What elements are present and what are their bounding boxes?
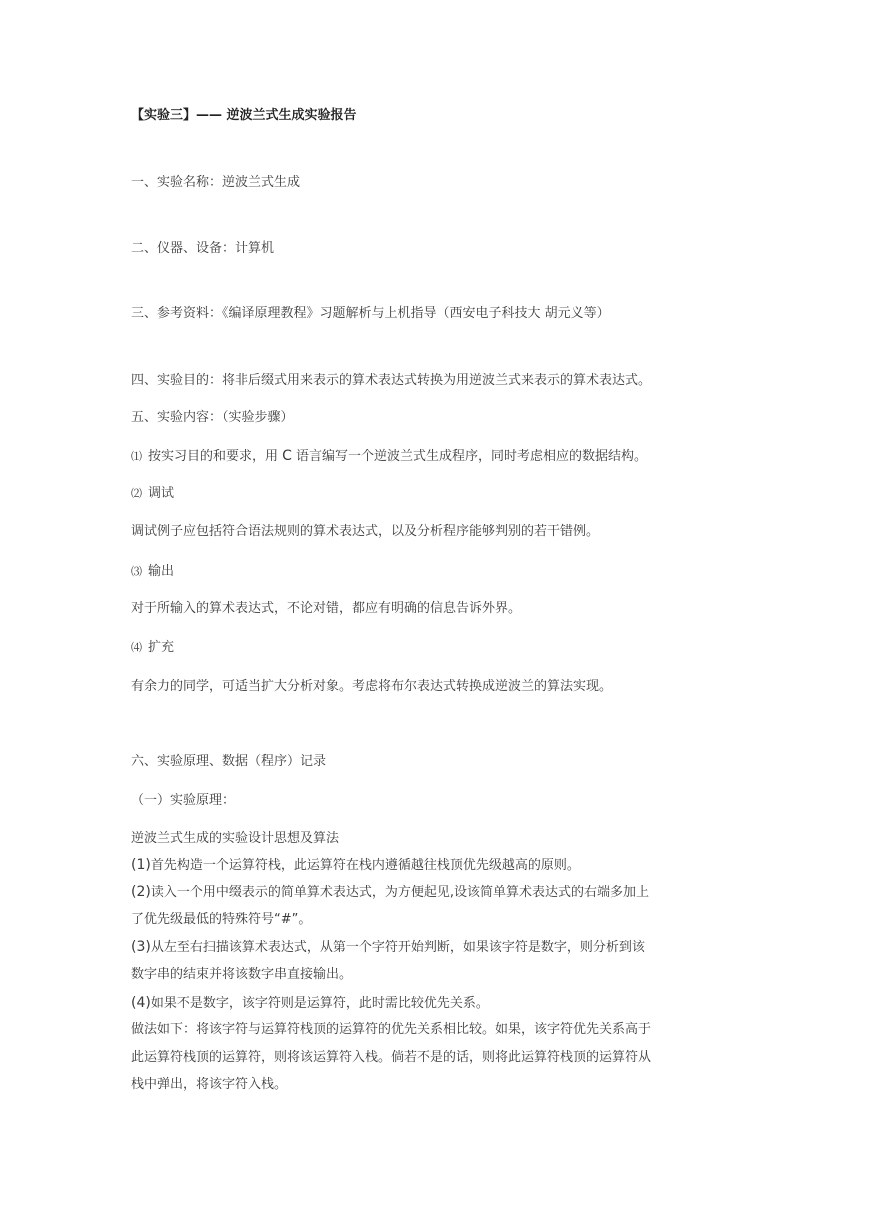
principle-item-3-cont: 数字串的结束并将该数字串直接输出。 [131,967,353,982]
item-number: (4) [131,995,151,1011]
item-number: (3) [131,939,151,955]
principle-item-2-cont: 了优先级最低的特殊符号“#”。 [131,912,312,927]
principle-method-line-1: 做法如下：将该字符与运算符栈顶的运算符的优先关系相比较。如果，该字符优先关系高于 [131,1022,652,1037]
principle-intro: 逆波兰式生成的实验设计思想及算法 [131,831,340,846]
principle-subheading: （一）实验原理： [131,793,236,808]
step-text: 扩充 [148,640,175,655]
step-text: 语言编写一个逆波兰式生成程序，同时考虑相应的数据结构。 [291,449,648,464]
principle-heading: 六、实验原理、数据（程序）记录 [131,754,327,769]
section-references: 三、参考资料：《编译原理教程》习题解析与上机指导（西安电子科技大 胡元义等） [131,306,610,321]
step-text: 输出 [148,564,175,579]
step-text: 调试 [148,486,175,501]
item-number: (1) [131,857,151,873]
step-marker: ⑶ [131,565,142,578]
step-1 [131,447,647,466]
section-experiment-name: 一、实验名称：逆波兰式生成 [131,175,301,190]
principle-item-2 [131,883,649,902]
principle-item-3 [131,938,645,957]
step-3-detail: 对于所输入的算术表达式，不论对错，都应有明确的信息告诉外界。 [131,601,522,616]
step-4 [131,639,174,657]
step-3 [131,563,174,581]
item-text: 首先构造一个运算符栈，此运算符在栈内遵循越往栈顶优先级越高的原则。 [150,858,580,873]
principle-method-line-3: 栈中弹出，将该字符入栈。 [131,1077,288,1092]
step-marker: ⑷ [131,641,142,654]
item-text: 读入一个用中缀表示的简单算术表达式，为方便起见,设该简单算术表达式的右端多加上 [150,885,649,900]
principle-method-line-2: 此运算符栈顶的运算符，则将该运算符入栈。倘若不是的话，则将此运算符栈顶的运算符从 [131,1050,652,1065]
step-marker: ⑵ [131,487,142,500]
step-text-latin: C [282,448,292,464]
principle-item-1 [131,856,580,875]
item-number: (2) [131,884,151,900]
step-text: 按实习目的和要求，用 [148,449,283,464]
item-text: 如果不是数字，该字符则是运算符，此时需比较优先关系。 [150,996,489,1011]
principle-item-4 [131,994,489,1013]
step-2 [131,485,174,503]
report-title: 【实验三】—— 逆波兰式生成实验报告 [131,108,357,123]
section-equipment: 二、仪器、设备：计算机 [131,241,275,256]
step-2-detail: 调试例子应包括符合语法规则的算术表达式，以及分析程序能够判别的若干错例。 [131,524,600,539]
step-marker: ⑴ [131,450,142,463]
section-purpose: 四、实验目的：将非后缀式用来表示的算术表达式转换为用逆波兰式来表示的算术表达式。 [131,373,652,388]
item-text: 从左至右扫描该算术表达式，从第一个字符开始判断，如果该字符是数字，则分析到该 [150,940,645,955]
step-4-detail: 有余力的同学，可适当扩大分析对象。考虑将布尔表达式转换成逆波兰的算法实现。 [131,679,613,694]
section-content-heading: 五、实验内容：（实验步骤） [131,410,294,425]
